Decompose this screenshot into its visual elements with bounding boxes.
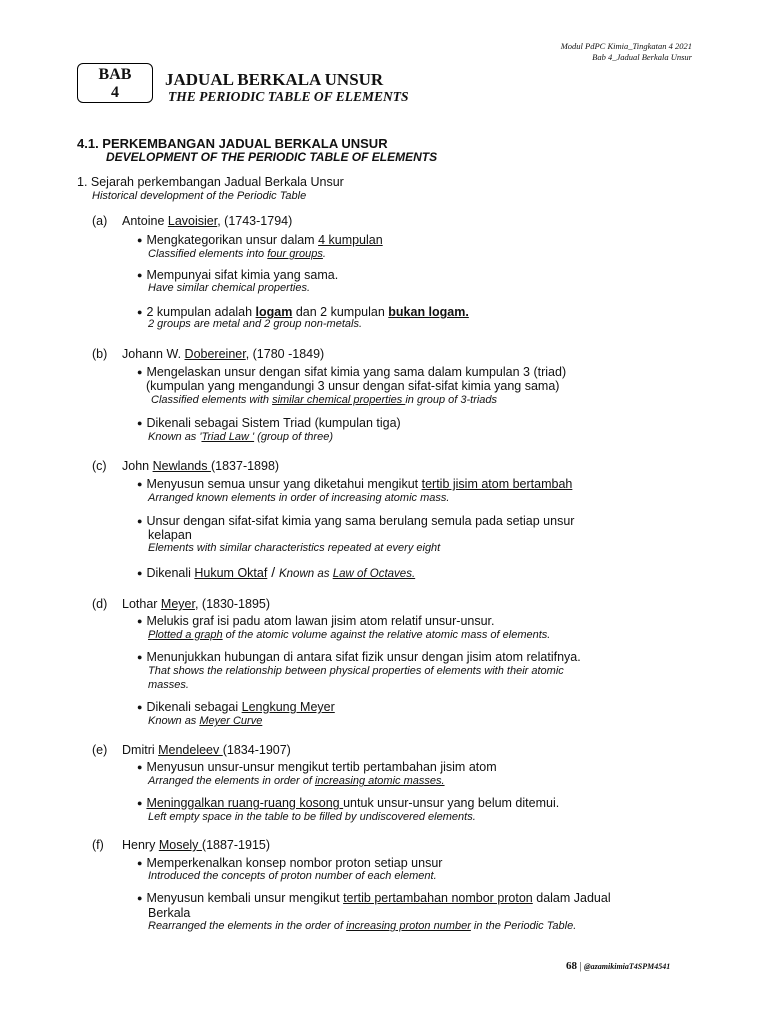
- item-e-bullet-1: ● Menyusun unsur-unsur mengikut tertib pertambahan jisim atom: [137, 760, 497, 774]
- bab-number: 4: [111, 84, 119, 101]
- footer-credit: @azamikimiaT4SPM4541: [584, 962, 671, 971]
- item-d-bullet-3-en: Known as Meyer Curve: [148, 715, 263, 727]
- header-module: Modul PdPC Kimia_Tingkatan 4 2021: [560, 41, 692, 51]
- item-a-bullet-3-en: 2 groups are metal and 2 group non-metals.: [148, 318, 363, 330]
- item-a-bullet-1: ● Mengkategorikan unsur dalam 4 kumpulan: [137, 233, 383, 247]
- page-number: 68: [566, 960, 577, 972]
- item-f-bullet-2: ● Menyusun kembali unsur mengikut tertib pertambahan nombor proton dalam Jadual: [137, 891, 611, 905]
- item-d-label: (d): [92, 597, 108, 611]
- item-f-label: (f): [92, 838, 104, 852]
- item-a-bullet-2-en: Have similar chemical properties.: [148, 282, 310, 294]
- question-1: 1. Sejarah perkembangan Jadual Berkala Unsur: [77, 175, 344, 189]
- item-d-bullet-1-en: Plotted a graph of the atomic volume against the relative atomic mass of elements.: [148, 629, 551, 641]
- item-a-bullet-1-en: Classified elements into four groups.: [148, 248, 326, 260]
- item-e-label: (e): [92, 743, 108, 757]
- item-e-name: Dmitri Mendeleev (1834-1907): [122, 743, 291, 757]
- item-e-bullet-1-en: Arranged the elements in order of increasing atomic masses.: [148, 775, 445, 787]
- item-f-bullet-1: ● Memperkenalkan konsep nombor proton setiap unsur: [137, 856, 443, 870]
- item-d-bullet-2-en: That shows the relationship between physical properties of elements with their atomic: [148, 665, 564, 677]
- section-heading-en: DEVELOPMENT OF THE PERIODIC TABLE OF ELEMENTS: [106, 150, 438, 164]
- item-f-bullet-1-en: Introduced the concepts of proton number of each element.: [148, 870, 437, 882]
- page-footer: 68 | @azamikimiaT4SPM4541: [566, 960, 671, 972]
- item-c-bullet-2-line2: kelapan: [148, 528, 192, 542]
- item-c-label: (c): [92, 459, 107, 473]
- item-b-bullet-1-line2: (kumpulan yang mengandungi 3 unsur dengan sifat-sifat kimia yang sama): [146, 379, 560, 393]
- running-header: [561, 41, 692, 63]
- question-1-en: Historical development of the Periodic Table: [92, 190, 307, 202]
- item-a-name: Antoine Lavoisier, (1743-1794): [122, 214, 293, 228]
- item-b-bullet-2: ● Dikenali sebagai Sistem Triad (kumpulan tiga): [137, 416, 401, 430]
- item-d-bullet-2-en-line2: masses.: [148, 679, 189, 691]
- item-a-bullet-2: ● Mempunyai sifat kimia yang sama.: [137, 268, 339, 282]
- item-c-bullet-1: ● Menyusun semua unsur yang diketahui mengikut tertib jisim atom bertambah: [137, 477, 573, 491]
- item-e-bullet-2-en: Left empty space in the table to be filled by undiscovered elements.: [148, 811, 476, 823]
- section-heading: 4.1. PERKEMBANGAN JADUAL BERKALA UNSUR: [77, 136, 388, 151]
- item-a-label: (a): [92, 214, 108, 228]
- item-f-name: Henry Mosely (1887-1915): [122, 838, 271, 852]
- item-f-bullet-2-en: Rearranged the elements in the order of increasing proton number in the Periodic Table.: [148, 920, 577, 932]
- item-b-label: (b): [92, 347, 108, 361]
- item-b-bullet-2-en: Known as 'Triad Law ' (group of three): [148, 431, 333, 443]
- item-e-bullet-2: ● Meninggalkan ruang-ruang kosong untuk unsur-unsur yang belum ditemui.: [137, 796, 560, 810]
- item-b-name: Johann W. Dobereiner, (1780 -1849): [122, 347, 325, 361]
- chapter-number-box: [77, 63, 153, 103]
- item-c-bullet-2: ● Unsur dengan sifat-sifat kimia yang sama berulang semula pada setiap unsur: [137, 514, 575, 528]
- chapter-title: JADUAL BERKALA UNSUR: [165, 70, 384, 89]
- item-c-bullet-3: ● Dikenali Hukum Oktaf / Known as Law of Octaves.: [137, 564, 416, 580]
- chapter-subtitle: THE PERIODIC TABLE OF ELEMENTS: [168, 89, 409, 104]
- item-a-bullet-3: ● 2 kumpulan adalah logam dan 2 kumpulan bukan logam.: [137, 305, 469, 319]
- item-d-name: Lothar Meyer, (1830-1895): [122, 597, 271, 611]
- item-c-bullet-2-en: Elements with similar characteristics repeated at every eight: [148, 542, 441, 554]
- bab-label: BAB: [98, 66, 132, 83]
- item-c-name: John Newlands (1837-1898): [122, 459, 280, 473]
- item-d-bullet-2: ● Menunjukkan hubungan di antara sifat fizik unsur dengan jisim atom relatifnya.: [137, 650, 581, 664]
- item-b-bullet-1-en: Classified elements with similar chemical properties in group of 3-triads: [151, 394, 498, 406]
- header-chapter: Bab 4_Jadual Berkala Unsur: [592, 52, 692, 62]
- item-f-bullet-2-line2: Berkala: [148, 906, 191, 920]
- item-c-bullet-1-en: Arranged known elements in order of increasing atomic mass.: [148, 492, 450, 504]
- item-d-bullet-1: ● Melukis graf isi padu atom lawan jisim atom relatif unsur-unsur.: [137, 614, 495, 628]
- item-b-bullet-1: ● Mengelaskan unsur dengan sifat kimia yang sama dalam kumpulan 3 (triad): [137, 365, 567, 379]
- item-d-bullet-3: ● Dikenali sebagai Lengkung Meyer: [137, 700, 335, 714]
